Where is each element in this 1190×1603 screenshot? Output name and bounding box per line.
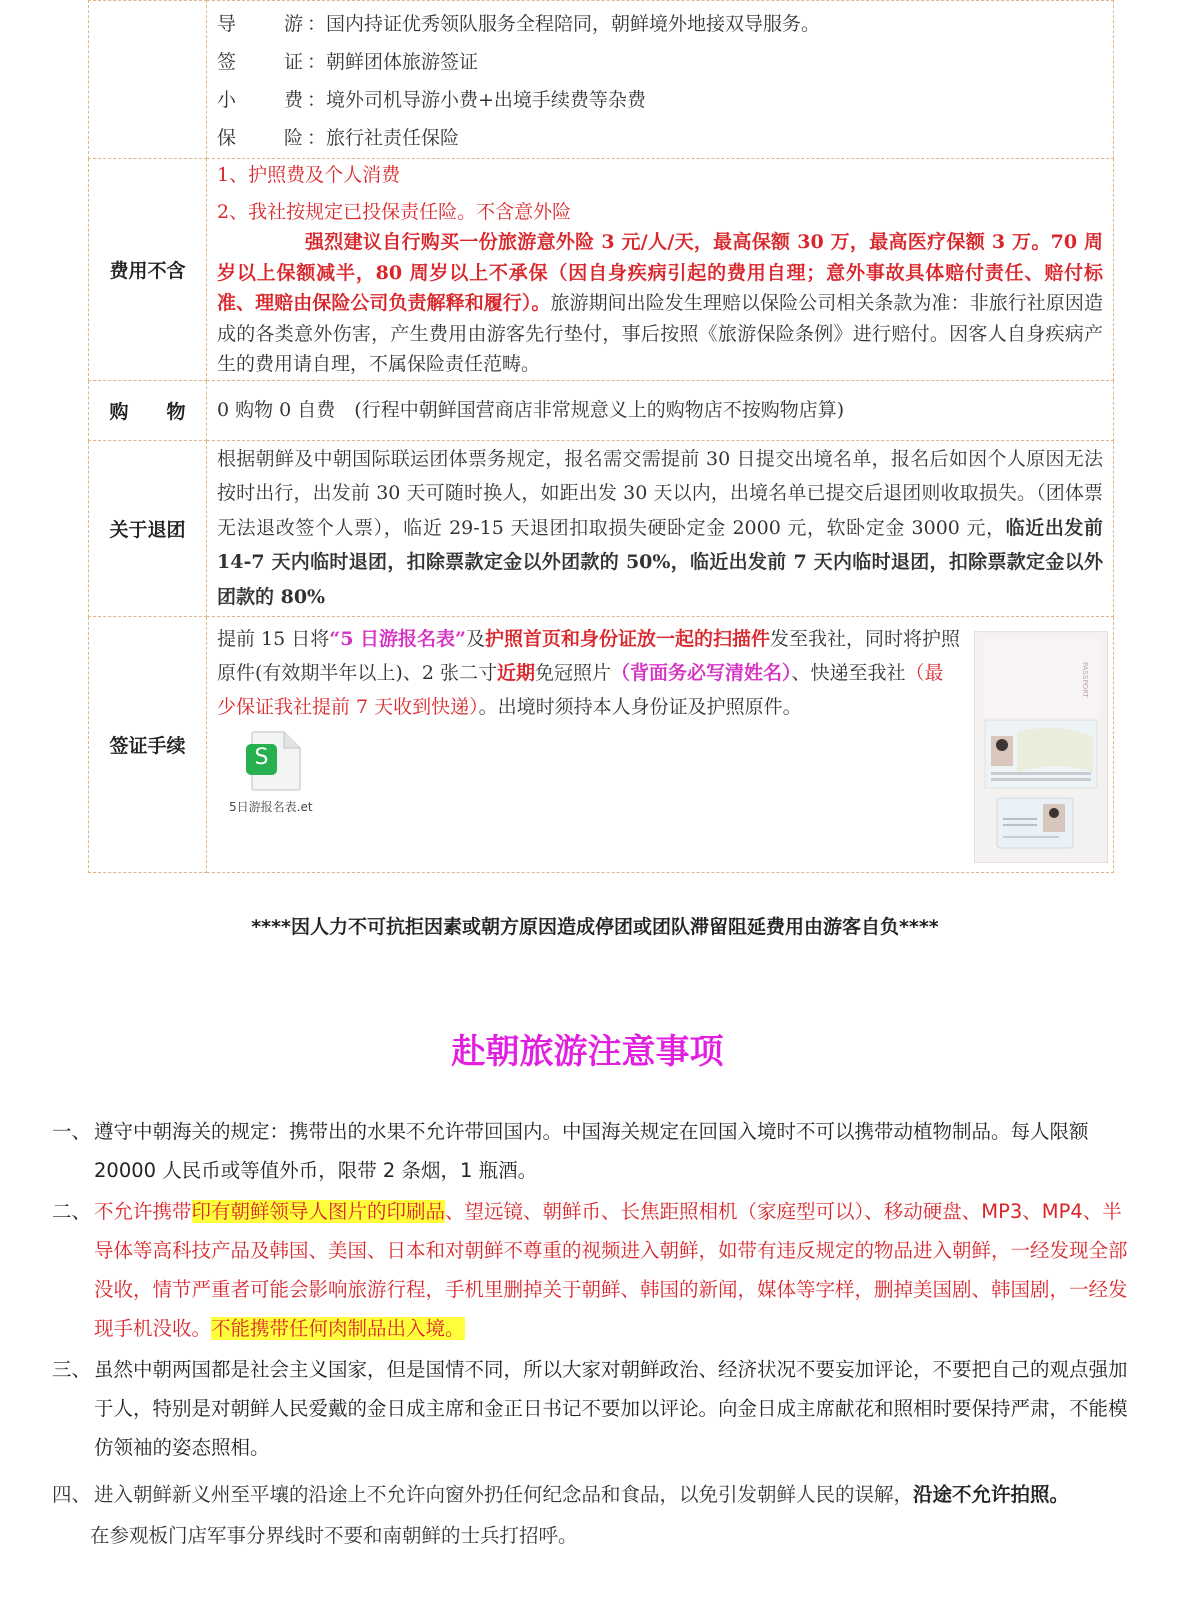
service-key-a: 导 [217,12,237,35]
excluded-item-2: 2、我社按规定已投保责任险。不含意外险 [217,200,572,223]
service-value: 旅行社责任保险 [326,126,460,149]
service-cell [207,1,1114,159]
service-row [217,5,1103,43]
shopping-label: 购 物 [89,380,207,440]
visa-text-11: 。出境时须持本人身份证及护照原件。 [478,695,802,718]
service-value: 朝鲜团体旅游签证 [326,50,479,73]
refund-text: 根据朝鲜及中朝国际联运团体票务规定，报名需交需提前 30 日提交出境名单，报名后如因个人原因无法按时出行，出发前 30 天可随时换人，如距出发 30 天以内，出境名单已提交后退团则收取损失。（团体票无法退改签个人票），临近 29-15 天退团扣取损失硬卧定金 2000 元，软卧定金 3000 元， [217,447,1103,539]
visa-text [217,622,962,724]
excluded-label: 费用不含 [89,159,207,381]
rule-2-text-c: 、望远镜、朝鲜币、长焦距照相机（家庭型可以）、移动硬盘、MP3、MP4、半导体等高科技产品及韩国、美国、日本和对朝鲜不尊重的视频进入朝鲜，如带有违反规定的物品进入朝鲜，一经发现全部没收，情节严重者可能会影响旅游行程，手机里删掉关于朝鲜、韩国的新闻，媒体等字样，删掉美国剧、韩国剧，一经发现手机没收。 [94,1200,1128,1340]
service-value: 境外司机导游小费+出境手续费等杂费 [326,88,646,111]
insurance-advice-rest: 旅游期间出险发生理赔以保险公司相关条款为准：非旅行社原因造成的各类意外伤害，产生费用由游客先行垫付，事后按照《旅游保险条例》进行赔付。因客人自身疾病产生的费用请自理，不属保险责任范畴。 [217,292,1103,375]
visa-recent: 近期 [496,661,535,684]
passport-scan-image [974,631,1108,863]
itinerary-table [88,0,1114,873]
rule-1 [52,1112,1132,1190]
rule-4-bold: 沿途不允许拍照。 [913,1483,1070,1506]
attachment-file[interactable] [229,730,339,830]
service-row [217,119,1103,157]
service-list [217,5,1103,157]
service-key [217,47,307,78]
rule-4-text: 进入朝鲜新义州至平壤的沿途上不允许向窗外扔任何纪念品和食品，以免引发朝鲜人民的误解， [94,1483,914,1506]
service-key-b: 证 [283,50,303,73]
passport-photo-icon [975,632,1107,862]
service-colon: ： [307,126,327,149]
refund-cell [207,440,1114,616]
rule-1-number: 一、 [52,1120,92,1143]
service-value: 国内持证优秀领队服务全程陪同，朝鲜境外地接双导服务。 [326,12,821,35]
rule-2-number: 二、 [52,1200,92,1223]
service-colon: ： [307,12,327,35]
rule-3-number: 三、 [52,1358,92,1381]
service-colon: ： [307,88,327,111]
rule-4 [52,1475,1132,1514]
file-letter: S [254,744,269,770]
visa-cell [207,616,1114,872]
visa-form-name: “5 日游报名表” [329,627,466,650]
visa-scan-requirement: 护照首页和身份证放一起的扫描件 [484,627,770,650]
service-key-a: 签 [217,50,237,73]
visa-text-7: 免冠照片 [534,661,611,684]
service-key-b: 险 [283,126,303,149]
visa-text-9: 、快递至我社 [791,661,906,684]
shopping-text: 0 购物 0 自费 (行程中朝鲜国营商店非常规意义上的购物店不按购物店算) [207,380,1114,440]
rule-2-highlight-2: 不能携带任何肉制品出入境。 [211,1317,465,1340]
rules-list [52,1112,1132,1555]
visa-text-3: 及 [465,627,485,650]
rule-1-text: 遵守中朝海关的规定：携带出的水果不允许带回国内。中国海关规定在回国入境时不可以携带动植物制品。每人限额 20000 人民币或等值外币，限带 2 条烟，1 瓶酒。 [94,1120,1089,1182]
rule-3-text: 虽然中朝两国都是社会主义国家，但是国情不同，所以大家对朝鲜政治、经济状况不要妄加评论，不要把自己的观点强加于人，特别是对朝鲜人民爱戴的金日成主席和金正日书记不要加以评论。向金日成主席献花和照相时要保持严肃，不能模仿领袖的姿态照相。 [94,1358,1128,1459]
excluded-cell [207,159,1114,381]
service-key-b: 游 [283,12,303,35]
rule-4-number: 四、 [52,1483,92,1506]
service-key-a: 保 [217,126,237,149]
service-row [217,43,1103,81]
service-colon: ： [307,50,327,73]
file-name: 5日游报名表.et [229,799,313,814]
rule-4-extra: 在参观板门店军事分界线时不要和南朝鲜的士兵打招呼。 [90,1524,578,1547]
visa-label: 签证手续 [89,616,207,872]
rule-2-highlight-1: 印有朝鲜领导人图片的印刷品 [191,1200,446,1223]
visa-text-1: 提前 15 日将 [217,627,330,650]
rule-2-text-a: 不允许携带 [94,1200,192,1223]
force-majeure-notice: ****因人力不可抗拒因素或朝方原因造成停团或团队滞留阻延费用由游客自负**** [251,916,939,938]
service-key-a: 小 [217,88,237,111]
refund-text-bold: 临近出发前 14-7 天内临时退团，扣除票款定金以外团款的 50%，临近出发前 7 天内临时退团，扣除票款定金以外团款的 80% [217,516,1103,608]
service-key [217,85,307,116]
visa-text-5: 发至我社，同时将护照原件(有效期半年以上)、2 张二寸 [217,627,961,684]
section-title: 赴朝旅游注意事项 [451,1032,724,1072]
rule-3 [52,1350,1132,1467]
insurance-advice [217,227,1103,380]
service-label-cell [89,1,207,159]
refund-label: 关于退团 [89,440,207,616]
visa-delivery-deadline: （最少保证我社提前 7 天收到快递） [217,661,944,718]
rule-2 [52,1192,1132,1348]
service-row [217,81,1103,119]
insurance-advice-red: 强烈建议自行购买一份旅游意外险 3 元/人/天，最高保额 30 万，最高医疗保额 3 万。70 周岁以上保额减半，80 周岁以上不承保（因自身疾病引起的费用自理；意外事故具体赔付责任、赔付标准、理赔由保险公司负责解释和履行）。 [217,231,1103,314]
svg-text:PASSPORT: PASSPORT [1081,661,1089,698]
service-key [217,123,307,154]
excluded-item-1: 1、护照费及个人消费 [217,164,401,186]
service-key [217,9,307,40]
service-key-b: 费 [283,88,303,111]
visa-name-on-back: （背面务必写清姓名） [611,661,792,684]
